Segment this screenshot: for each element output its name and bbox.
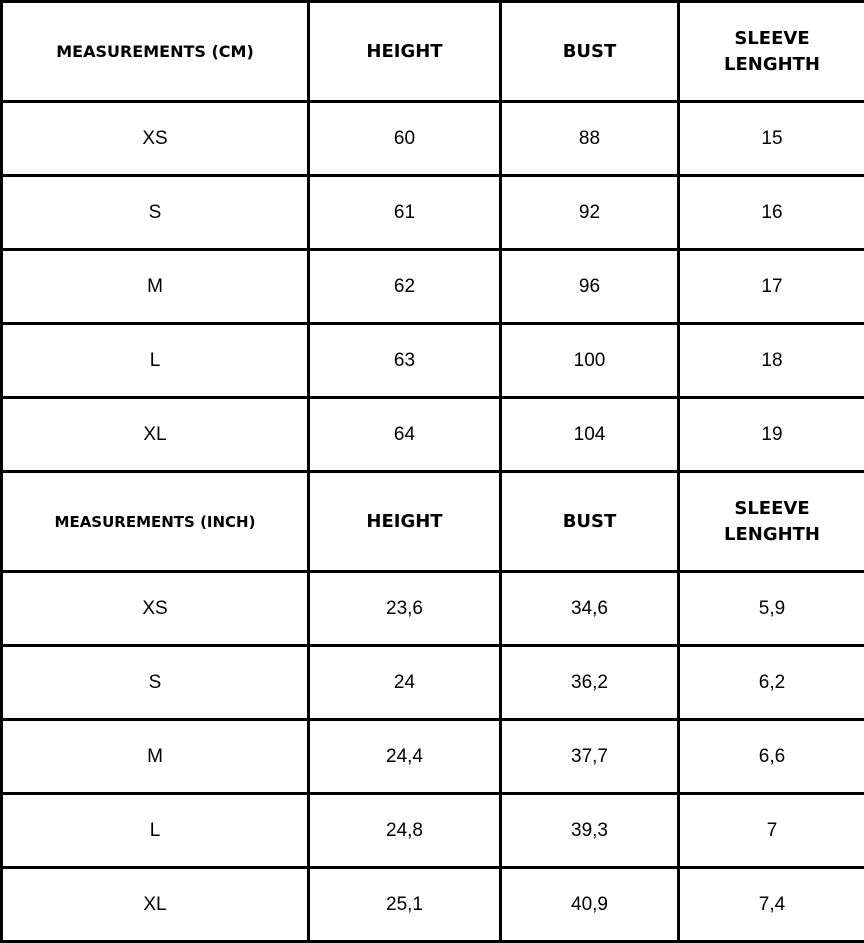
- size-cell: XS: [2, 102, 309, 176]
- header-bust: BUST: [501, 2, 679, 102]
- size-cell: M: [2, 720, 309, 794]
- header-measurements-inch: MEASUREMENTS (INCH): [2, 472, 309, 572]
- height-cell: 60: [309, 102, 501, 176]
- sleeve-cell: 7: [679, 794, 864, 868]
- header-height: HEIGHT: [309, 2, 501, 102]
- height-cell: 62: [309, 250, 501, 324]
- header-bust: BUST: [501, 472, 679, 572]
- size-cell: S: [2, 176, 309, 250]
- sleeve-cell: 6,6: [679, 720, 864, 794]
- header-sleeve-length: [679, 472, 864, 572]
- bust-cell: 34,6: [501, 572, 679, 646]
- header-row-inch: [2, 472, 864, 572]
- bust-cell: 96: [501, 250, 679, 324]
- table-row: [2, 324, 864, 398]
- header-sleeve-length: [679, 2, 864, 102]
- table-row: [2, 398, 864, 472]
- size-cell: M: [2, 250, 309, 324]
- header-sleeve-length-label: SLEEVE LENGHTH: [723, 27, 820, 75]
- height-cell: 23,6: [309, 572, 501, 646]
- height-cell: 63: [309, 324, 501, 398]
- bust-cell: 36,2: [501, 646, 679, 720]
- size-cell: XL: [2, 398, 309, 472]
- header-height: HEIGHT: [309, 472, 501, 572]
- sleeve-cell: 5,9: [679, 572, 864, 646]
- size-cell: L: [2, 794, 309, 868]
- bust-cell: 92: [501, 176, 679, 250]
- sleeve-cell: 17: [679, 250, 864, 324]
- size-cell: S: [2, 646, 309, 720]
- table-row: [2, 868, 864, 942]
- header-sleeve-length-label: SLEEVE LENGHTH: [723, 497, 820, 545]
- table-row: [2, 176, 864, 250]
- height-cell: 61: [309, 176, 501, 250]
- height-cell: 64: [309, 398, 501, 472]
- size-cell: XL: [2, 868, 309, 942]
- sleeve-cell: 6,2: [679, 646, 864, 720]
- sleeve-cell: 16: [679, 176, 864, 250]
- header-row-cm: [2, 2, 864, 102]
- height-cell: 24,8: [309, 794, 501, 868]
- size-cell: L: [2, 324, 309, 398]
- height-cell: 24: [309, 646, 501, 720]
- sleeve-cell: 19: [679, 398, 864, 472]
- bust-cell: 39,3: [501, 794, 679, 868]
- bust-cell: 104: [501, 398, 679, 472]
- bust-cell: 88: [501, 102, 679, 176]
- table-row: [2, 102, 864, 176]
- table-row: [2, 646, 864, 720]
- sleeve-cell: 18: [679, 324, 864, 398]
- table-row: [2, 794, 864, 868]
- table-row: [2, 572, 864, 646]
- sleeve-cell: 7,4: [679, 868, 864, 942]
- height-cell: 25,1: [309, 868, 501, 942]
- bust-cell: 37,7: [501, 720, 679, 794]
- table-row: [2, 720, 864, 794]
- header-measurements-cm: MEASUREMENTS (CM): [2, 2, 309, 102]
- bust-cell: 40,9: [501, 868, 679, 942]
- table-row: [2, 250, 864, 324]
- sleeve-cell: 15: [679, 102, 864, 176]
- bust-cell: 100: [501, 324, 679, 398]
- height-cell: 24,4: [309, 720, 501, 794]
- size-cell: XS: [2, 572, 309, 646]
